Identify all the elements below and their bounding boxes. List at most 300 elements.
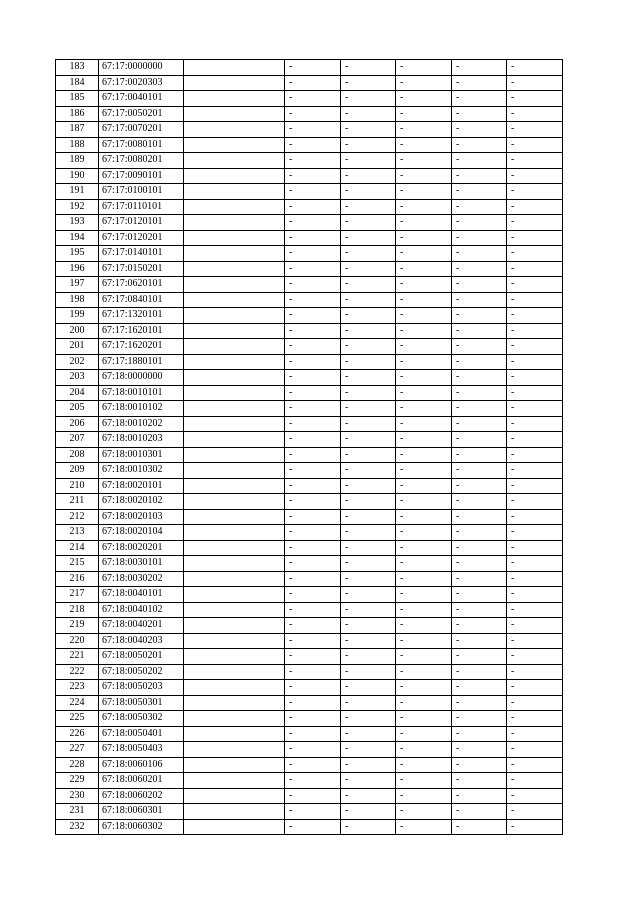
cadastral-code-cell: 67:18:0060106 (99, 757, 184, 773)
row-number-cell: 212 (56, 509, 99, 525)
row-number-cell: 224 (56, 695, 99, 711)
value-cell-1: - (285, 618, 341, 634)
value-cell-2: - (341, 711, 396, 727)
row-number-cell: 183 (56, 60, 99, 76)
value-cell-4: - (452, 246, 507, 262)
row-number-cell: 193 (56, 215, 99, 231)
row-number-cell: 202 (56, 354, 99, 370)
value-cell-5: - (507, 199, 563, 215)
description-cell (184, 168, 285, 184)
value-cell-1: - (285, 711, 341, 727)
value-cell-1: - (285, 540, 341, 556)
row-number-cell: 196 (56, 261, 99, 277)
value-cell-2: - (341, 695, 396, 711)
value-cell-1: - (285, 602, 341, 618)
value-cell-4: - (452, 742, 507, 758)
value-cell-3: - (396, 60, 452, 76)
row-number-cell: 217 (56, 587, 99, 603)
value-cell-4: - (452, 618, 507, 634)
value-cell-4: - (452, 649, 507, 665)
description-cell (184, 60, 285, 76)
row-number-cell: 191 (56, 184, 99, 200)
table-row (56, 757, 563, 773)
description-cell (184, 308, 285, 324)
row-number-cell: 203 (56, 370, 99, 386)
value-cell-4: - (452, 137, 507, 153)
cadastral-code-cell: 67:17:0150201 (99, 261, 184, 277)
value-cell-2: - (341, 726, 396, 742)
table-row (56, 695, 563, 711)
value-cell-2: - (341, 447, 396, 463)
description-cell (184, 91, 285, 107)
value-cell-1: - (285, 432, 341, 448)
value-cell-1: - (285, 416, 341, 432)
value-cell-2: - (341, 416, 396, 432)
row-number-cell: 200 (56, 323, 99, 339)
value-cell-2: - (341, 91, 396, 107)
row-number-cell: 206 (56, 416, 99, 432)
cadastral-code-cell: 67:18:0060301 (99, 804, 184, 820)
row-number-cell: 219 (56, 618, 99, 634)
value-cell-5: - (507, 416, 563, 432)
description-cell (184, 122, 285, 138)
value-cell-4: - (452, 509, 507, 525)
table-row (56, 230, 563, 246)
value-cell-4: - (452, 230, 507, 246)
table-row (56, 339, 563, 355)
value-cell-2: - (341, 137, 396, 153)
cadastral-code-cell: 67:18:0030101 (99, 556, 184, 572)
row-number-cell: 216 (56, 571, 99, 587)
value-cell-1: - (285, 75, 341, 91)
value-cell-2: - (341, 215, 396, 231)
value-cell-4: - (452, 695, 507, 711)
value-cell-3: - (396, 788, 452, 804)
row-number-cell: 194 (56, 230, 99, 246)
row-number-cell: 218 (56, 602, 99, 618)
value-cell-5: - (507, 230, 563, 246)
description-cell (184, 757, 285, 773)
table-row (56, 323, 563, 339)
value-cell-3: - (396, 711, 452, 727)
value-cell-3: - (396, 618, 452, 634)
value-cell-1: - (285, 571, 341, 587)
table-row (56, 75, 563, 91)
value-cell-1: - (285, 292, 341, 308)
table-body (56, 60, 563, 835)
description-cell (184, 75, 285, 91)
value-cell-3: - (396, 246, 452, 262)
value-cell-3: - (396, 773, 452, 789)
value-cell-4: - (452, 385, 507, 401)
value-cell-4: - (452, 571, 507, 587)
value-cell-5: - (507, 447, 563, 463)
value-cell-3: - (396, 556, 452, 572)
value-cell-4: - (452, 153, 507, 169)
description-cell (184, 184, 285, 200)
value-cell-5: - (507, 525, 563, 541)
value-cell-3: - (396, 184, 452, 200)
value-cell-3: - (396, 633, 452, 649)
description-cell (184, 525, 285, 541)
table-row (56, 60, 563, 76)
cadastral-code-cell: 67:18:0040101 (99, 587, 184, 603)
value-cell-4: - (452, 447, 507, 463)
value-cell-2: - (341, 385, 396, 401)
value-cell-3: - (396, 664, 452, 680)
cadastral-table (55, 59, 563, 835)
value-cell-2: - (341, 757, 396, 773)
value-cell-3: - (396, 137, 452, 153)
value-cell-1: - (285, 137, 341, 153)
value-cell-1: - (285, 556, 341, 572)
value-cell-1: - (285, 60, 341, 76)
cadastral-code-cell: 67:18:0030202 (99, 571, 184, 587)
value-cell-5: - (507, 804, 563, 820)
value-cell-4: - (452, 106, 507, 122)
value-cell-2: - (341, 602, 396, 618)
value-cell-5: - (507, 432, 563, 448)
description-cell (184, 292, 285, 308)
cadastral-code-cell: 67:17:0620101 (99, 277, 184, 293)
value-cell-1: - (285, 680, 341, 696)
value-cell-3: - (396, 91, 452, 107)
row-number-cell: 185 (56, 91, 99, 107)
table-row (56, 587, 563, 603)
value-cell-2: - (341, 153, 396, 169)
cadastral-code-cell: 67:18:0020101 (99, 478, 184, 494)
value-cell-2: - (341, 354, 396, 370)
cadastral-code-cell: 67:17:0070201 (99, 122, 184, 138)
table-row (56, 277, 563, 293)
cadastral-code-cell: 67:17:1620201 (99, 339, 184, 355)
description-cell (184, 649, 285, 665)
value-cell-3: - (396, 354, 452, 370)
value-cell-4: - (452, 401, 507, 417)
value-cell-1: - (285, 385, 341, 401)
description-cell (184, 711, 285, 727)
value-cell-2: - (341, 184, 396, 200)
value-cell-4: - (452, 680, 507, 696)
table-row (56, 122, 563, 138)
value-cell-1: - (285, 447, 341, 463)
table-row (56, 804, 563, 820)
table-row (56, 726, 563, 742)
value-cell-1: - (285, 91, 341, 107)
value-cell-4: - (452, 664, 507, 680)
cadastral-code-cell: 67:18:0050302 (99, 711, 184, 727)
value-cell-2: - (341, 478, 396, 494)
cadastral-code-cell: 67:18:0020104 (99, 525, 184, 541)
value-cell-3: - (396, 804, 452, 820)
value-cell-2: - (341, 277, 396, 293)
description-cell (184, 726, 285, 742)
value-cell-2: - (341, 230, 396, 246)
value-cell-5: - (507, 354, 563, 370)
cadastral-code-cell: 67:17:0110101 (99, 199, 184, 215)
value-cell-1: - (285, 230, 341, 246)
table-row (56, 385, 563, 401)
description-cell (184, 587, 285, 603)
table-row (56, 292, 563, 308)
value-cell-5: - (507, 757, 563, 773)
row-number-cell: 190 (56, 168, 99, 184)
value-cell-2: - (341, 463, 396, 479)
cadastral-code-cell: 67:17:1620101 (99, 323, 184, 339)
value-cell-2: - (341, 819, 396, 835)
table-row (56, 819, 563, 835)
description-cell (184, 556, 285, 572)
value-cell-5: - (507, 726, 563, 742)
value-cell-4: - (452, 525, 507, 541)
value-cell-3: - (396, 261, 452, 277)
cadastral-code-cell: 67:18:0040201 (99, 618, 184, 634)
value-cell-3: - (396, 602, 452, 618)
description-cell (184, 106, 285, 122)
table-row (56, 153, 563, 169)
cadastral-code-cell: 67:18:0010202 (99, 416, 184, 432)
value-cell-2: - (341, 680, 396, 696)
value-cell-1: - (285, 370, 341, 386)
value-cell-1: - (285, 401, 341, 417)
value-cell-1: - (285, 463, 341, 479)
value-cell-5: - (507, 463, 563, 479)
value-cell-4: - (452, 540, 507, 556)
cadastral-code-cell: 67:18:0020102 (99, 494, 184, 510)
value-cell-3: - (396, 277, 452, 293)
value-cell-1: - (285, 323, 341, 339)
table-row (56, 432, 563, 448)
value-cell-2: - (341, 370, 396, 386)
value-cell-5: - (507, 122, 563, 138)
table-row (56, 618, 563, 634)
cadastral-code-cell: 67:18:0050401 (99, 726, 184, 742)
row-number-cell: 189 (56, 153, 99, 169)
table-row (56, 788, 563, 804)
value-cell-5: - (507, 261, 563, 277)
cadastral-code-cell: 67:18:0010203 (99, 432, 184, 448)
table-row (56, 184, 563, 200)
value-cell-3: - (396, 447, 452, 463)
value-cell-2: - (341, 106, 396, 122)
value-cell-5: - (507, 385, 563, 401)
value-cell-5: - (507, 215, 563, 231)
value-cell-1: - (285, 788, 341, 804)
value-cell-4: - (452, 773, 507, 789)
value-cell-3: - (396, 525, 452, 541)
cadastral-code-cell: 67:18:0010101 (99, 385, 184, 401)
row-number-cell: 208 (56, 447, 99, 463)
row-number-cell: 215 (56, 556, 99, 572)
row-number-cell: 211 (56, 494, 99, 510)
row-number-cell: 228 (56, 757, 99, 773)
value-cell-1: - (285, 308, 341, 324)
value-cell-2: - (341, 571, 396, 587)
value-cell-4: - (452, 261, 507, 277)
value-cell-2: - (341, 122, 396, 138)
value-cell-3: - (396, 168, 452, 184)
value-cell-2: - (341, 323, 396, 339)
value-cell-4: - (452, 308, 507, 324)
description-cell (184, 153, 285, 169)
value-cell-3: - (396, 199, 452, 215)
description-cell (184, 261, 285, 277)
value-cell-1: - (285, 246, 341, 262)
value-cell-5: - (507, 509, 563, 525)
cadastral-code-cell: 67:18:0050201 (99, 649, 184, 665)
value-cell-3: - (396, 757, 452, 773)
value-cell-1: - (285, 804, 341, 820)
value-cell-1: - (285, 106, 341, 122)
description-cell (184, 602, 285, 618)
value-cell-4: - (452, 804, 507, 820)
value-cell-3: - (396, 463, 452, 479)
table-row (56, 199, 563, 215)
value-cell-5: - (507, 540, 563, 556)
row-number-cell: 221 (56, 649, 99, 665)
row-number-cell: 207 (56, 432, 99, 448)
value-cell-5: - (507, 664, 563, 680)
table-row (56, 137, 563, 153)
value-cell-1: - (285, 122, 341, 138)
value-cell-4: - (452, 819, 507, 835)
cadastral-code-cell: 67:18:0020201 (99, 540, 184, 556)
row-number-cell: 229 (56, 773, 99, 789)
description-cell (184, 354, 285, 370)
table-row (56, 308, 563, 324)
value-cell-3: - (396, 106, 452, 122)
row-number-cell: 199 (56, 308, 99, 324)
value-cell-4: - (452, 587, 507, 603)
row-number-cell: 184 (56, 75, 99, 91)
table-row (56, 168, 563, 184)
description-cell (184, 819, 285, 835)
description-cell (184, 246, 285, 262)
description-cell (184, 401, 285, 417)
value-cell-5: - (507, 571, 563, 587)
cadastral-code-cell: 67:17:1880101 (99, 354, 184, 370)
value-cell-4: - (452, 757, 507, 773)
cadastral-code-cell: 67:17:0080101 (99, 137, 184, 153)
value-cell-2: - (341, 633, 396, 649)
value-cell-1: - (285, 168, 341, 184)
value-cell-2: - (341, 773, 396, 789)
table-row (56, 416, 563, 432)
value-cell-5: - (507, 308, 563, 324)
value-cell-2: - (341, 432, 396, 448)
value-cell-2: - (341, 292, 396, 308)
value-cell-3: - (396, 370, 452, 386)
value-cell-4: - (452, 726, 507, 742)
table-row (56, 556, 563, 572)
value-cell-1: - (285, 261, 341, 277)
value-cell-3: - (396, 401, 452, 417)
value-cell-3: - (396, 587, 452, 603)
value-cell-5: - (507, 788, 563, 804)
value-cell-2: - (341, 199, 396, 215)
value-cell-1: - (285, 184, 341, 200)
description-cell (184, 680, 285, 696)
value-cell-3: - (396, 742, 452, 758)
value-cell-1: - (285, 726, 341, 742)
description-cell (184, 571, 285, 587)
value-cell-4: - (452, 494, 507, 510)
description-cell (184, 664, 285, 680)
value-cell-1: - (285, 633, 341, 649)
row-number-cell: 201 (56, 339, 99, 355)
value-cell-4: - (452, 215, 507, 231)
value-cell-3: - (396, 215, 452, 231)
cadastral-code-cell: 67:17:0090101 (99, 168, 184, 184)
cadastral-code-cell: 67:18:0060202 (99, 788, 184, 804)
cadastral-code-cell: 67:17:0040101 (99, 91, 184, 107)
value-cell-3: - (396, 308, 452, 324)
row-number-cell: 225 (56, 711, 99, 727)
value-cell-4: - (452, 339, 507, 355)
table-row (56, 401, 563, 417)
value-cell-4: - (452, 122, 507, 138)
value-cell-5: - (507, 711, 563, 727)
description-cell (184, 773, 285, 789)
table-row (56, 447, 563, 463)
value-cell-2: - (341, 788, 396, 804)
table-row (56, 571, 563, 587)
value-cell-4: - (452, 75, 507, 91)
value-cell-4: - (452, 602, 507, 618)
row-number-cell: 195 (56, 246, 99, 262)
cadastral-code-cell: 67:17:0120201 (99, 230, 184, 246)
value-cell-1: - (285, 742, 341, 758)
cadastral-code-cell: 67:18:0010302 (99, 463, 184, 479)
row-number-cell: 209 (56, 463, 99, 479)
value-cell-5: - (507, 401, 563, 417)
row-number-cell: 186 (56, 106, 99, 122)
value-cell-5: - (507, 91, 563, 107)
row-number-cell: 231 (56, 804, 99, 820)
value-cell-3: - (396, 680, 452, 696)
value-cell-5: - (507, 292, 563, 308)
description-cell (184, 618, 285, 634)
value-cell-5: - (507, 618, 563, 634)
cadastral-code-cell: 67:17:0050201 (99, 106, 184, 122)
table-row (56, 246, 563, 262)
row-number-cell: 232 (56, 819, 99, 835)
value-cell-1: - (285, 587, 341, 603)
cadastral-code-cell: 67:18:0000000 (99, 370, 184, 386)
value-cell-5: - (507, 60, 563, 76)
cadastral-code-cell: 67:18:0010102 (99, 401, 184, 417)
value-cell-3: - (396, 509, 452, 525)
value-cell-2: - (341, 168, 396, 184)
cadastral-code-cell: 67:17:0120101 (99, 215, 184, 231)
cadastral-code-cell: 67:18:0050203 (99, 680, 184, 696)
value-cell-3: - (396, 649, 452, 665)
description-cell (184, 540, 285, 556)
table-row (56, 494, 563, 510)
row-number-cell: 227 (56, 742, 99, 758)
value-cell-5: - (507, 633, 563, 649)
value-cell-2: - (341, 308, 396, 324)
value-cell-3: - (396, 75, 452, 91)
value-cell-5: - (507, 819, 563, 835)
description-cell (184, 494, 285, 510)
value-cell-1: - (285, 649, 341, 665)
description-cell (184, 323, 285, 339)
row-number-cell: 214 (56, 540, 99, 556)
cadastral-code-cell: 67:17:0840101 (99, 292, 184, 308)
row-number-cell: 188 (56, 137, 99, 153)
cadastral-code-cell: 67:18:0060302 (99, 819, 184, 835)
